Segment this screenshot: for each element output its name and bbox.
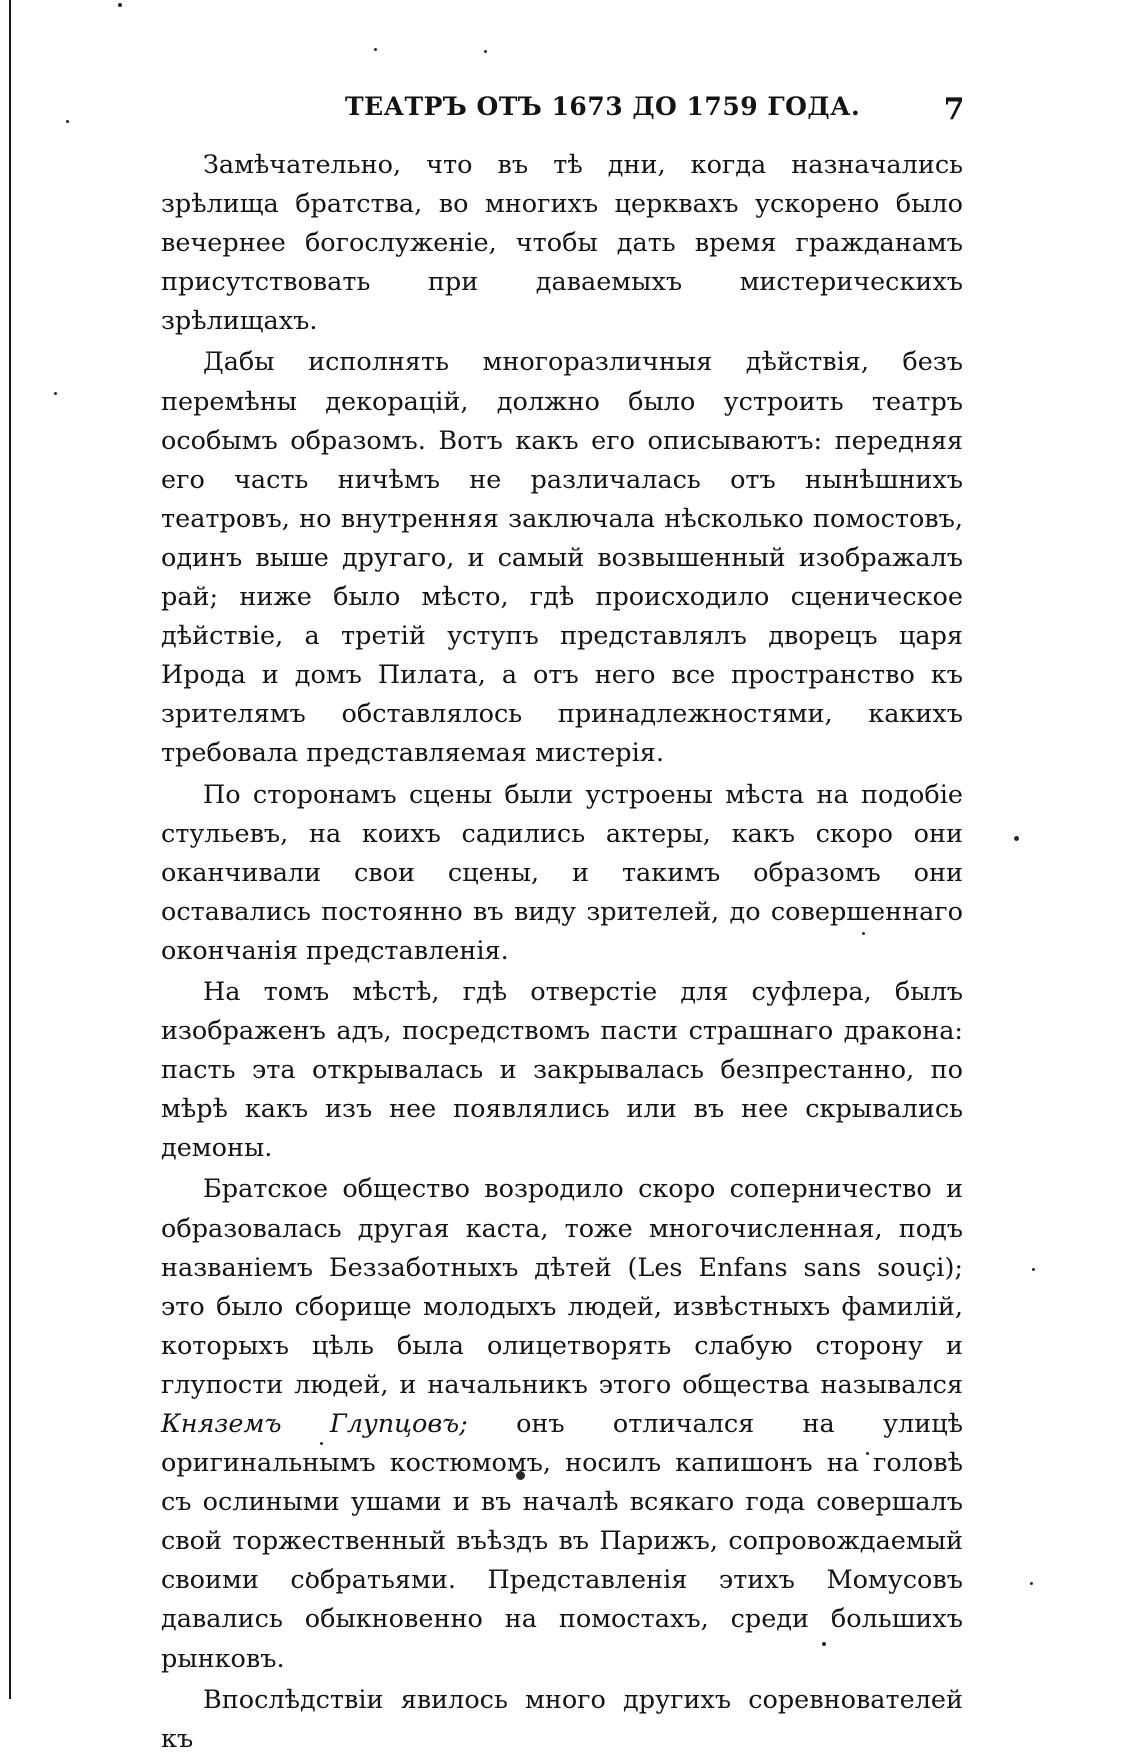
ink-speck [1030, 1582, 1033, 1585]
paragraph: Дабы исполнять многоразличныя дѣйствія, безъ перемѣны декорацій, должно было устроить театръ особымъ образомъ. Вотъ какъ его описываютъ: передняя его часть ничѣмъ не различалась отъ нынѣшнихъ театровъ, но внутренняя заключала нѣсколько помостовъ, одинъ выше другаго, и самый возвышенный изображалъ рай; ниже было мѣсто, гдѣ происходило сценическое дѣйствіе, а третій уступъ представлялъ дворецъ царя Ирода и домъ Пилата, а отъ него все пространство къ зрителямъ обставлялось принадлежностями, какихъ требовала представляемая мистерія. [161, 347, 963, 769]
ink-speck [374, 48, 377, 51]
paragraph: На томъ мѣстѣ, гдѣ отверстіе для суфлера, былъ изображенъ адъ, посредствомъ пасти страшнаго дракона: пасть эта открывалась и закрывалась безпрестанно, по мѣрѣ какъ изъ нее появлялись или въ нее скрывались демоны. [161, 976, 963, 1164]
ink-speck [54, 392, 57, 395]
body-text [161, 146, 963, 1761]
italic-title: Княземъ Глупцовъ; [161, 1409, 468, 1439]
paragraph: Впослѣдствіи явилось много другихъ соревнователей къ [161, 1684, 963, 1754]
ink-speck [118, 3, 122, 7]
paragraph [161, 1170, 963, 1678]
ink-speck [1014, 836, 1019, 841]
paragraph-text: онъ отличался на улицѣ оригинальнымъ костюмомъ, носилъ капишонъ на головѣ съ ослиными ушами и въ началѣ всякаго года совершалъ свой торжественный въѣздъ въ Парижъ, сопровождаемый своими собратьями. Представленія этихъ Момусовъ давались обыкновенно на помостахъ, среди большихъ рынковъ. [161, 1409, 963, 1674]
scan-edge-line [9, 0, 11, 1699]
paragraph: По сторонамъ сцены были устроены мѣста на подобіе стульевъ, на коихъ садились актеры, какъ скоро они оканчивали свои сцены, и такимъ образомъ они оставались постоянно въ виду зрителей, до совершеннаго окончанія представленія. [161, 779, 963, 966]
paragraph-text: Братское общество возродило скоро соперничество и образовалась другая каста, тоже многочисленная, подъ названіемъ Беззаботныхъ дѣтей (Les Enfans sans souçi); это было сборище молодыхъ людей, извѣстныхъ фамилій, которыхъ цѣль была олицетворять слабую сторону и глупости людей, и начальникъ этого общества назывался [161, 1174, 963, 1400]
page-number: 7 [943, 92, 965, 127]
paragraph: Замѣчательно, что въ тѣ дни, когда назначались зрѣлища братства, во многихъ церквахъ ускорено было вечернее богослуженіе, чтобы дать время гражданамъ присутствовать при даваемыхъ мистерическихъ зрѣлищахъ. [161, 150, 963, 337]
ink-speck [484, 50, 487, 53]
running-title: ТЕАТРЪ ОТЪ 1673 ДО 1759 ГОДА. [345, 92, 861, 121]
ink-speck [1032, 1268, 1035, 1271]
ink-speck [66, 120, 69, 123]
running-header [345, 92, 965, 132]
